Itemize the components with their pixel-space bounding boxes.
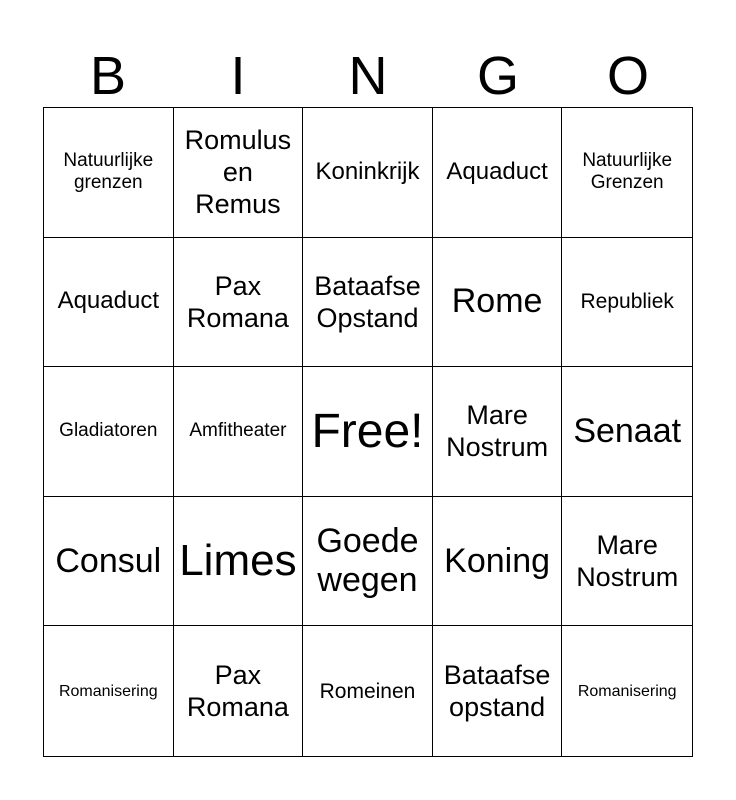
bingo-cell-r2c5[interactable]: Republiek (562, 238, 692, 368)
bingo-cell-r4c4[interactable]: Koning (433, 497, 563, 627)
bingo-cell-r1c4[interactable]: Aquaduct (433, 108, 563, 238)
bingo-cell-r4c3[interactable]: Goede wegen (303, 497, 433, 627)
bingo-cell-r1c5[interactable]: Natuurlijke Grenzen (562, 108, 692, 238)
bingo-cell-r1c1[interactable]: Natuurlijke grenzen (44, 108, 174, 238)
bingo-cell-r2c2[interactable]: Pax Romana (174, 238, 304, 368)
header-letter-n: N (348, 46, 388, 106)
bingo-cell-r1c3[interactable]: Koninkrijk (303, 108, 433, 238)
bingo-board (43, 107, 693, 757)
bingo-cell-r4c1[interactable]: Consul (44, 497, 174, 627)
header-letter-i: I (230, 46, 246, 106)
bingo-cell-r2c3[interactable]: Bataafse Opstand (303, 238, 433, 368)
bingo-cell-r5c1[interactable]: Romanisering (44, 626, 174, 756)
bingo-cell-r5c3[interactable]: Romeinen (303, 626, 433, 756)
bingo-cell-r5c5[interactable]: Romanisering (577, 682, 677, 700)
header-letter-b: B (89, 46, 127, 106)
bingo-cell-r4c2[interactable]: Limes (174, 497, 304, 627)
bingo-cell-r3c5[interactable]: Senaat (562, 367, 692, 497)
header-letter-g: G (476, 46, 519, 106)
bingo-cell-r2c1[interactable]: Aquaduct (44, 238, 174, 368)
bingo-cell-r3c4[interactable]: Mare Nostrum (433, 367, 563, 497)
bingo-cell-r1c2[interactable]: Romulus en Remus (174, 108, 304, 238)
header-letter-o: O (606, 46, 649, 106)
bingo-cell-r2c4[interactable]: Rome (433, 238, 563, 368)
bingo-cell-r3c1[interactable]: Gladiatoren (44, 367, 174, 497)
bingo-header (43, 44, 693, 108)
bingo-cell-r5c4[interactable]: Bataafse opstand (433, 626, 563, 756)
bingo-cell-r4c5[interactable]: Mare Nostrum (562, 497, 692, 627)
bingo-cell-r5c2[interactable]: Pax Romana (174, 626, 304, 756)
bingo-cell-free[interactable]: Free! (303, 367, 433, 497)
bingo-cell-r3c2[interactable]: Amfitheater (174, 367, 304, 497)
